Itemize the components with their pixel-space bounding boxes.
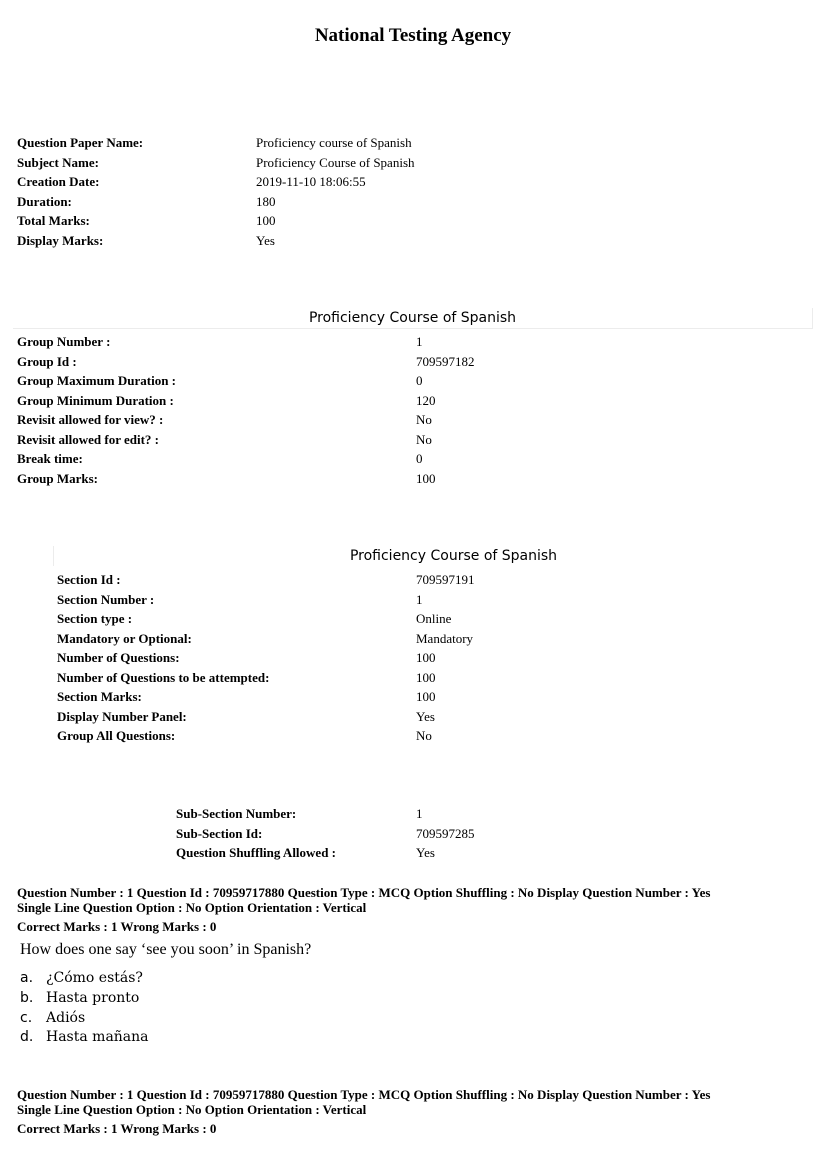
option-letter: b. [20, 989, 34, 1006]
field-value: 709597182 [416, 353, 475, 369]
question-meta-line: Question Number : 1 Question Id : 70959717880 Question Type : MCQ Option Shuffling : No Display Question Number : Yes [17, 885, 711, 900]
answer-option [20, 989, 149, 1009]
field-label: Revisit allowed for edit? : [17, 431, 160, 447]
field-label: Sub-Section Number: [176, 806, 297, 821]
field-value: Yes [416, 845, 435, 860]
field-label: Duration: [17, 193, 72, 209]
section-info-row [57, 707, 475, 727]
group-info-row [17, 430, 475, 450]
question-marks-line: Correct Marks : 1 Wrong Marks : 0 [17, 919, 217, 934]
field-label: Break time: [17, 451, 83, 466]
field-label: Total Marks: [17, 213, 90, 228]
option-text: Hasta pronto [46, 989, 140, 1006]
group-info-table [17, 332, 475, 488]
field-value: 100 [256, 213, 276, 228]
field-label: Section Id : [57, 572, 121, 587]
field-label: Question Shuffling Allowed : [176, 845, 337, 860]
group-info-row [17, 469, 475, 489]
question-meta [17, 886, 710, 935]
subsection-info-row [176, 804, 475, 824]
question-meta-line: Single Line Question Option : No Option Orientation : Vertical [17, 899, 367, 915]
paper-info-row [17, 172, 415, 192]
field-label: Group Number : [17, 334, 111, 349]
field-value: 1 [416, 591, 423, 607]
field-label: Creation Date: [17, 174, 100, 189]
question-text: How does one say ‘see you soon’ in Spanish? [20, 941, 312, 958]
paper-info-table [17, 133, 415, 250]
field-label: Number of Questions to be attempted: [57, 669, 270, 685]
section-info-row [57, 629, 475, 649]
group-info-row [17, 371, 475, 391]
field-label: Mandatory or Optional: [57, 630, 192, 646]
field-label: Question Paper Name: [17, 135, 144, 150]
section-info-row [57, 590, 475, 610]
option-text: Adiós [46, 1009, 86, 1026]
field-value: Proficiency Course of Spanish [256, 154, 415, 170]
section-info-row [57, 609, 475, 629]
field-label: Subject Name: [17, 154, 99, 170]
paper-info-row [17, 153, 415, 173]
option-text: Hasta mañana [46, 1029, 149, 1046]
section-info-row [57, 668, 475, 688]
group-band-heading: Proficiency Course of Spanish [13, 308, 813, 329]
field-value: 0 [416, 451, 423, 466]
answer-option [20, 1009, 149, 1029]
question-meta-line: Question Number : 1 Question Id : 70959717880 Question Type : MCQ Option Shuffling : No Display Question Number : Yes [17, 1087, 711, 1102]
field-label: Group All Questions: [57, 728, 176, 743]
group-info-row [17, 352, 475, 372]
field-value: 100 [416, 689, 436, 704]
group-info-row [17, 449, 475, 469]
field-value: 0 [416, 373, 423, 388]
field-label: Section Number : [57, 591, 155, 607]
group-info-row [17, 410, 475, 430]
field-label: Group Id : [17, 353, 77, 369]
field-label: Sub-Section Id: [176, 825, 263, 841]
section-band-heading: Proficiency Course of Spanish [53, 546, 826, 566]
field-value: Mandatory [416, 630, 474, 646]
subsection-info-table [176, 804, 475, 863]
answer-option [20, 969, 149, 989]
group-info-row [17, 391, 475, 411]
field-label: Section Marks: [57, 689, 142, 704]
section-info-row [57, 726, 475, 746]
section-info-table [57, 570, 475, 746]
field-value: 100 [416, 470, 436, 486]
page-title: National Testing Agency [314, 25, 512, 46]
field-value: Yes [416, 708, 435, 724]
field-value: 180 [256, 193, 276, 209]
field-value: 1 [416, 806, 423, 821]
section-info-row [57, 570, 475, 590]
field-label: Section type : [57, 611, 133, 626]
option-letter: c. [20, 1009, 33, 1026]
answer-option [20, 1028, 149, 1048]
field-value: 709597191 [416, 572, 475, 587]
field-label: Group Marks: [17, 470, 99, 486]
field-value: 1 [416, 334, 423, 349]
field-value: No [416, 431, 432, 447]
field-value: Online [416, 611, 452, 626]
field-label: Number of Questions: [57, 650, 180, 665]
option-letter: a. [20, 970, 34, 986]
question-marks-line: Correct Marks : 1 Wrong Marks : 0 [17, 1121, 217, 1136]
question-meta-line: Single Line Question Option : No Option Orientation : Vertical [17, 1101, 367, 1117]
option-letter: d. [20, 1029, 34, 1046]
paper-info-row [17, 231, 415, 251]
field-value: 120 [416, 392, 436, 408]
subsection-info-row [176, 824, 475, 844]
section-info-row [57, 687, 475, 707]
field-value: 709597285 [416, 825, 475, 841]
paper-info-row [17, 133, 415, 153]
answer-options [20, 969, 149, 1048]
question-meta [17, 1088, 710, 1137]
field-value: Proficiency course of Spanish [256, 135, 412, 150]
field-label: Revisit allowed for view? : [17, 412, 164, 427]
field-value: 100 [416, 669, 436, 685]
field-label: Group Minimum Duration : [17, 392, 174, 408]
field-value: Yes [256, 232, 275, 248]
group-info-row [17, 332, 475, 352]
field-value: 2019-11-10 18:06:55 [256, 174, 366, 189]
field-value: 100 [416, 650, 436, 665]
field-label: Display Number Panel: [57, 708, 187, 724]
field-value: No [416, 728, 432, 743]
section-info-row [57, 648, 475, 668]
subsection-info-row [176, 843, 475, 863]
field-label: Display Marks: [17, 232, 104, 248]
paper-info-row [17, 192, 415, 212]
option-text: ¿Cómo estás? [46, 970, 143, 986]
paper-info-row [17, 211, 415, 231]
field-value: No [416, 412, 432, 427]
field-label: Group Maximum Duration : [17, 373, 177, 388]
